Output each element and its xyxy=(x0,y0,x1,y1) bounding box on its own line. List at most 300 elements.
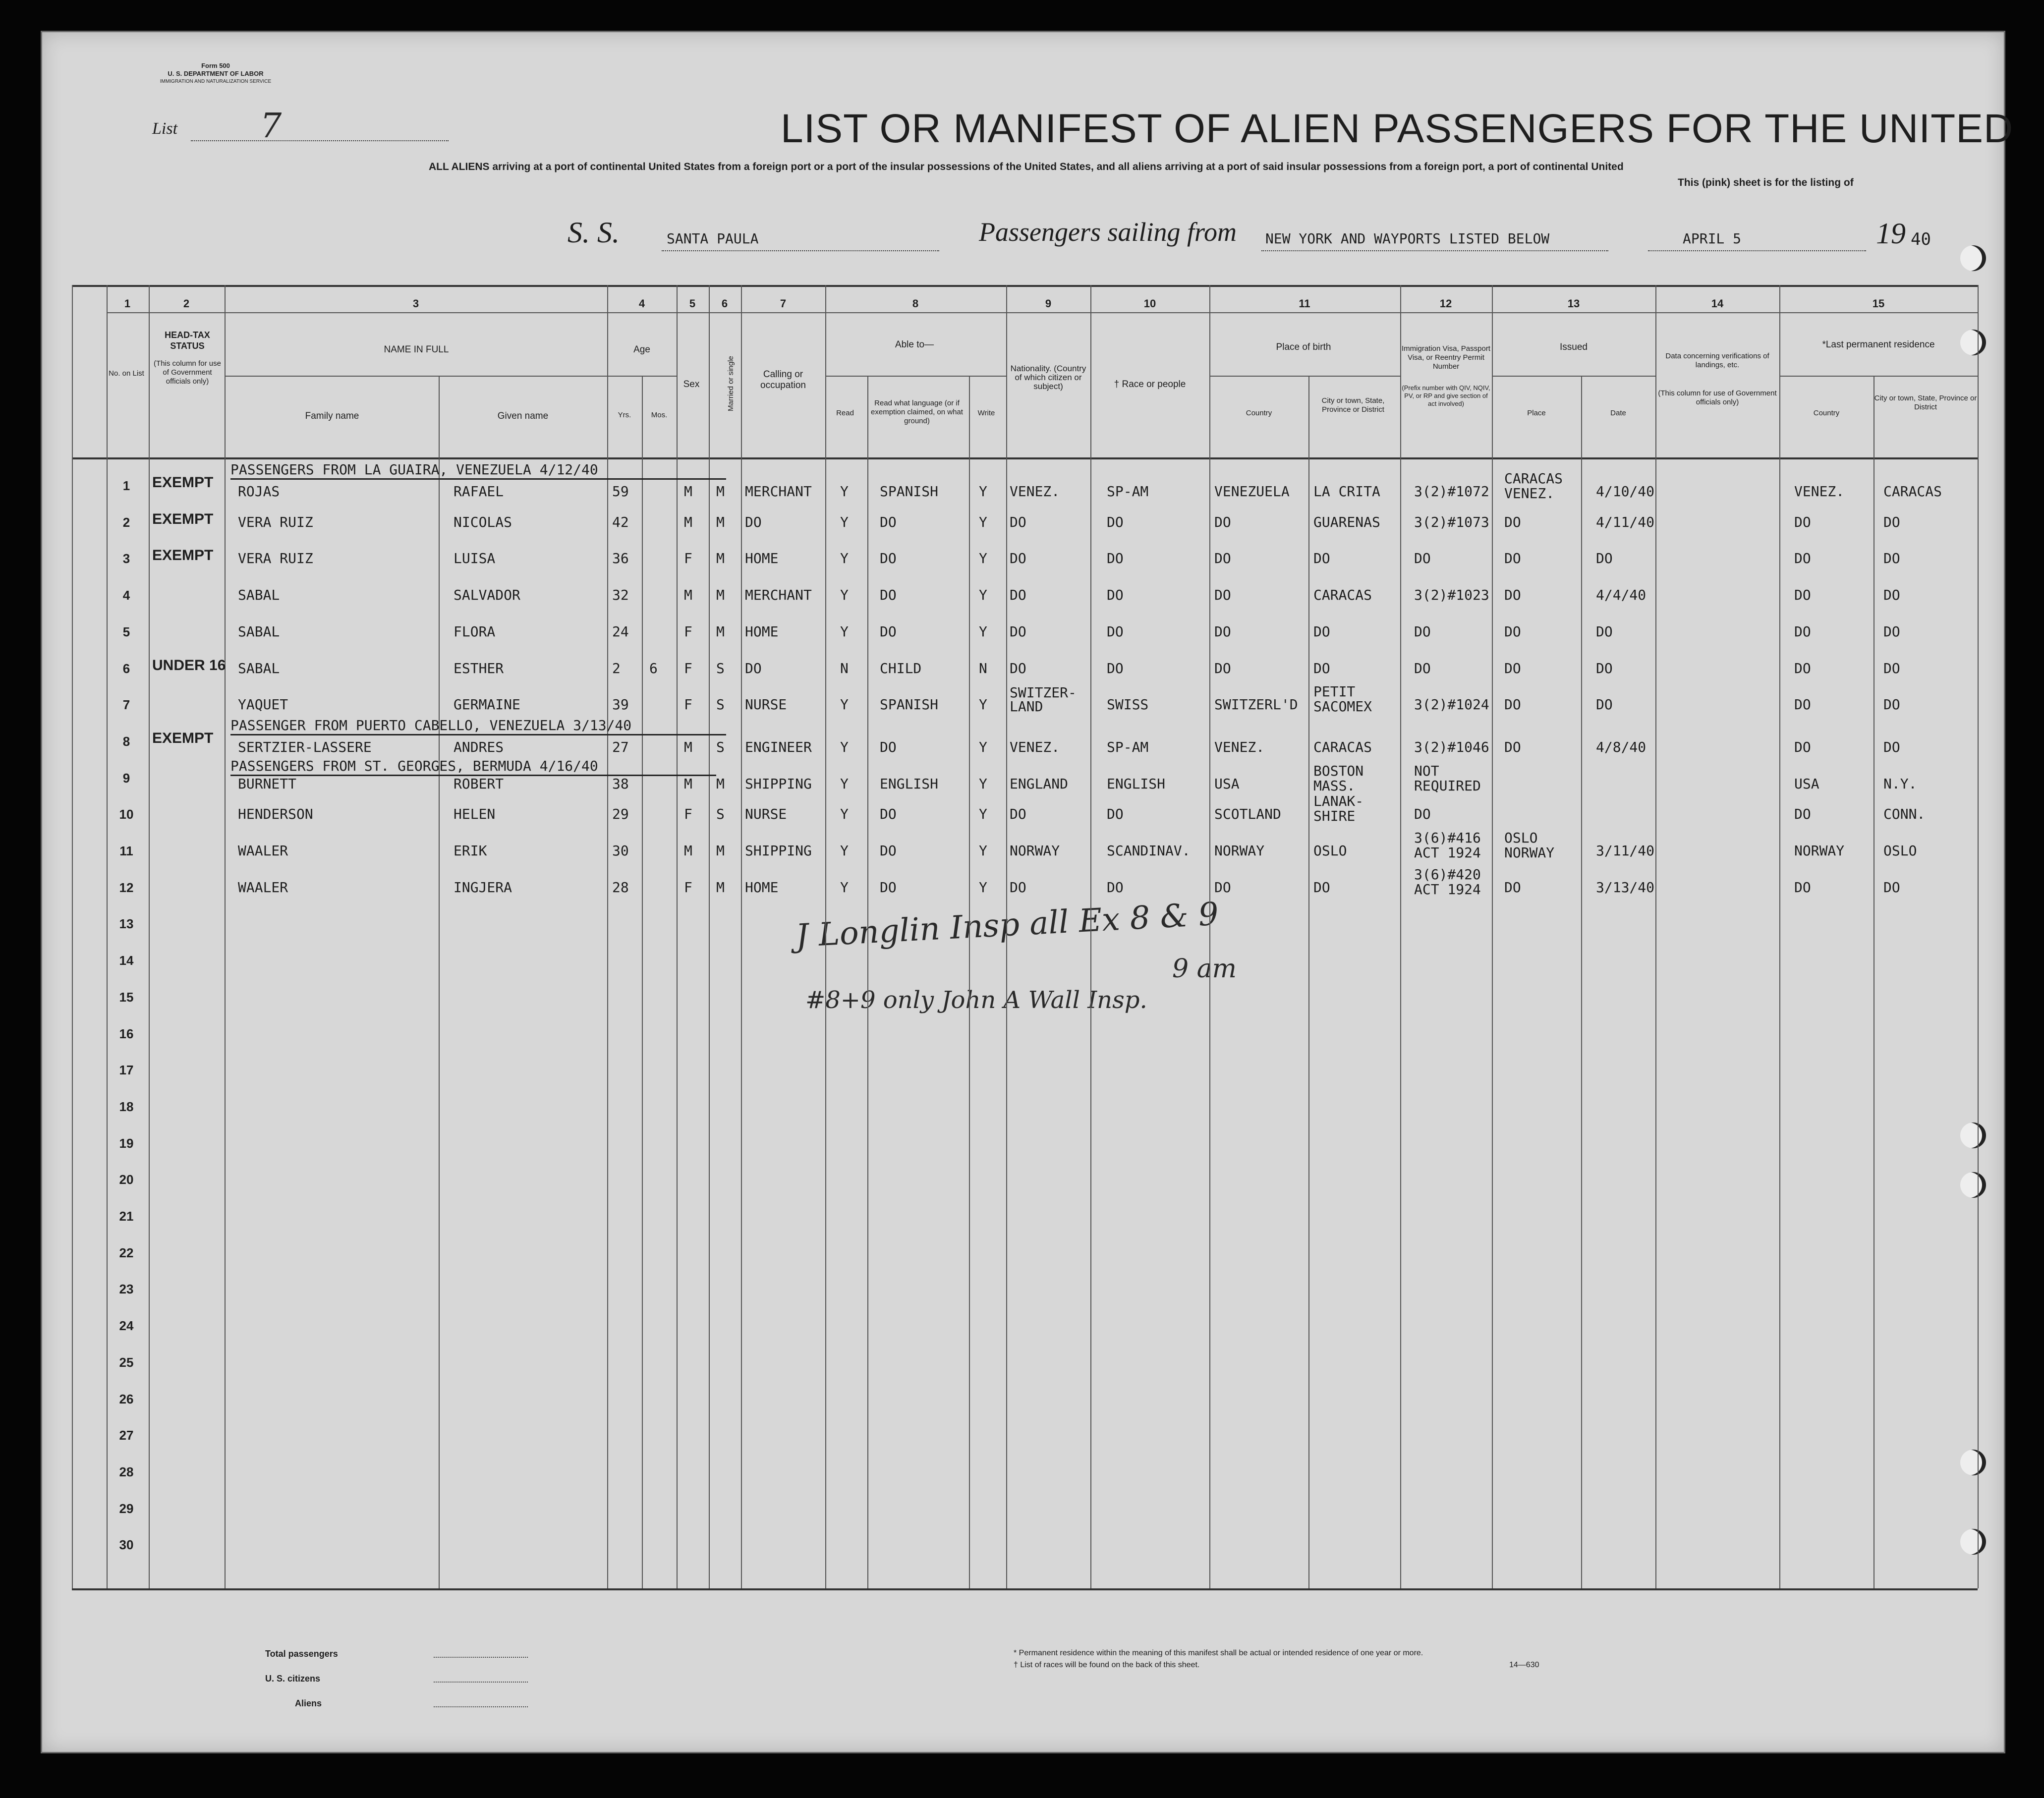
age-years: 38 xyxy=(612,775,629,792)
row-number: 12 xyxy=(119,880,134,895)
visa-number: 3(2)#1072 xyxy=(1414,483,1489,500)
marital-status: S xyxy=(716,806,725,823)
occupation: MERCHANT xyxy=(745,587,812,604)
nationality: NORWAY xyxy=(1010,843,1060,859)
row-number: 26 xyxy=(119,1391,134,1406)
race: ENGLISH xyxy=(1107,775,1166,792)
grid-line xyxy=(969,376,970,1588)
hdr-nationality: Nationality. (Country of which citizen or subject) xyxy=(1010,364,1086,391)
visa-number: REQUIRED xyxy=(1414,777,1481,794)
date-line xyxy=(1648,250,1866,251)
hdr-calling: Calling or occupation xyxy=(760,369,806,391)
visa-number: 3(2)#1024 xyxy=(1414,696,1489,713)
hdr-head-tax-note: (This column for use of Government officials only) xyxy=(154,359,221,386)
row-number: 27 xyxy=(119,1428,134,1443)
row-number: 30 xyxy=(119,1537,134,1553)
given-name: NICOLAS xyxy=(454,513,512,530)
read-language: DO xyxy=(880,587,897,604)
row-number: 19 xyxy=(119,1135,134,1151)
marital-status: S xyxy=(716,696,725,713)
sex: M xyxy=(684,775,692,792)
nationality: SWITZER- xyxy=(1010,684,1077,701)
race: DO xyxy=(1107,587,1124,604)
grid-line xyxy=(741,285,742,1588)
birth-country: DO xyxy=(1214,879,1231,896)
age-years: 2 xyxy=(612,660,621,676)
birth-city: CARACAS xyxy=(1313,587,1372,604)
birth-country: VENEZ. xyxy=(1214,738,1265,755)
marital-status: M xyxy=(716,550,725,567)
given-name: SALVADOR xyxy=(454,587,520,604)
family-name: SERTZIER-LASSERE xyxy=(238,738,372,755)
grid-line xyxy=(107,285,108,1588)
issued-place: CARACAS xyxy=(1504,470,1563,487)
column-number: 7 xyxy=(780,297,787,310)
hdr-visa-note: (Prefix number with QIV, NQIV, PV, or RP and give section of act involved) xyxy=(1402,384,1490,407)
grid-line xyxy=(1581,376,1582,1588)
issued-date: 3/13/40 xyxy=(1596,879,1655,896)
issued-date: 4/4/40 xyxy=(1596,587,1647,604)
race: DO xyxy=(1107,550,1124,567)
given-name: GERMAINE xyxy=(454,696,520,713)
issued-place: DO xyxy=(1504,623,1521,640)
given-name: ERIK xyxy=(454,843,487,859)
column-number: 9 xyxy=(1045,297,1052,310)
residence-city: DO xyxy=(1883,587,1900,604)
birth-country: DO xyxy=(1214,660,1231,676)
visa-number: 3(2)#1023 xyxy=(1414,587,1489,604)
footer-aliens-line xyxy=(434,1706,528,1707)
footer-total-label: Total passengers xyxy=(265,1649,338,1659)
year-suffix: 40 xyxy=(1911,229,1931,249)
hdr-age: Age xyxy=(633,344,650,355)
can-read: Y xyxy=(840,550,849,567)
issued-date: DO xyxy=(1596,660,1613,676)
can-read: Y xyxy=(840,879,849,896)
residence-country: USA xyxy=(1794,775,1819,792)
manifest-page xyxy=(41,31,2014,1753)
marital-status: M xyxy=(716,775,725,792)
nationality: DO xyxy=(1010,879,1026,896)
column-number: 5 xyxy=(689,297,696,310)
binder-hole xyxy=(1960,1529,1986,1555)
birth-country: DO xyxy=(1214,513,1231,530)
footer-total-line xyxy=(434,1657,528,1658)
age-years: 59 xyxy=(612,483,629,500)
nationality: DO xyxy=(1010,806,1026,823)
birth-city: LANAK- xyxy=(1313,793,1364,810)
row-number: 11 xyxy=(119,843,133,858)
footer-code: 14—630 xyxy=(1509,1661,1539,1669)
form-number: Form 500 xyxy=(201,62,230,69)
read-language: SPANISH xyxy=(880,483,939,500)
birth-city: PETIT xyxy=(1313,683,1356,700)
grid-line xyxy=(225,376,607,377)
list-label: List xyxy=(152,119,178,138)
occupation: HOME xyxy=(745,879,779,896)
sailing-from: NEW YORK AND WAYPORTS LISTED BELOW xyxy=(1265,230,1550,247)
ship-label: S. S. xyxy=(568,216,620,249)
nationality: DO xyxy=(1010,513,1026,530)
row-number: 5 xyxy=(122,624,130,639)
issued-place: DO xyxy=(1504,660,1521,676)
hdr-issued: Issued xyxy=(1560,342,1588,352)
issued-date: 4/10/40 xyxy=(1596,483,1655,500)
visa-number: ACT 1924 xyxy=(1414,881,1481,898)
birth-city: DO xyxy=(1313,660,1330,676)
row-number: 9 xyxy=(122,770,130,786)
age-years: 32 xyxy=(612,587,629,604)
residence-city: DO xyxy=(1883,879,1900,896)
residence-country: DO xyxy=(1794,623,1811,640)
given-name: HELEN xyxy=(454,806,496,823)
can-write: N xyxy=(979,660,987,676)
hdr-yrs: Yrs. xyxy=(618,411,631,419)
form-header xyxy=(126,62,305,86)
can-write: Y xyxy=(979,550,987,567)
can-write: Y xyxy=(979,879,987,896)
can-read: Y xyxy=(840,738,849,755)
footer-note-1: * Permanent residence within the meaning of this manifest shall be actual or intended residence of one year or more. xyxy=(1014,1649,1423,1657)
hdr-race: † Race or people xyxy=(1114,379,1186,390)
birth-country: DO xyxy=(1214,623,1231,640)
row-number: 18 xyxy=(119,1099,134,1114)
birth-country: USA xyxy=(1214,775,1240,792)
race: DO xyxy=(1107,879,1124,896)
grid-line xyxy=(867,376,868,1588)
grid-line xyxy=(1090,285,1091,1588)
sailing-date: APRIL 5 xyxy=(1683,230,1742,247)
column-number: 10 xyxy=(1143,297,1156,310)
residence-country: DO xyxy=(1794,587,1811,604)
grid-line xyxy=(1006,285,1007,1588)
head-tax-status: EXEMPT xyxy=(152,547,214,564)
can-write: Y xyxy=(979,843,987,859)
birth-country: SCOTLAND xyxy=(1214,806,1281,823)
column-number: 14 xyxy=(1711,297,1724,310)
row-number: 15 xyxy=(119,989,134,1005)
can-read: Y xyxy=(840,483,849,500)
subtitle-1: ALL ALIENS arriving at a port of continental United States from a foreign port or a port of the insular possessions of the United States, and all aliens arriving at a port of said insular possessions from a foreign port, a port of continental United xyxy=(429,161,1624,172)
read-language: CHILD xyxy=(880,660,922,676)
row-number: 29 xyxy=(119,1501,134,1516)
page-title: LIST OR MANIFEST OF ALIEN PASSENGERS FOR THE UNITED xyxy=(781,106,2014,151)
column-number: 8 xyxy=(912,297,919,310)
visa-number: 3(6)#420 xyxy=(1414,866,1481,883)
birth-country: DO xyxy=(1214,550,1231,567)
sex: M xyxy=(684,483,692,500)
ship-line xyxy=(662,250,939,251)
nationality: DO xyxy=(1010,660,1026,676)
row-number: 1 xyxy=(122,478,130,493)
read-language: DO xyxy=(880,806,897,823)
occupation: NURSE xyxy=(745,696,787,713)
birth-city: LA CRITA xyxy=(1313,483,1380,500)
row-number: 13 xyxy=(119,916,134,932)
birth-city: MASS. xyxy=(1313,777,1356,794)
hdr-read-language: Read what language (or if exemption claimed, on what ground) xyxy=(871,399,963,425)
marital-status: S xyxy=(716,738,725,755)
grid-line xyxy=(1779,376,1978,377)
section-header: PASSENGER FROM PUERTO CABELLO, VENEZUELA 3/13/40 xyxy=(230,717,632,733)
head-tax-status: EXEMPT xyxy=(152,474,214,491)
head-tax-status: UNDER 16 xyxy=(152,657,226,674)
can-read: N xyxy=(840,660,849,676)
list-line xyxy=(191,140,449,141)
visa-number: DO xyxy=(1414,660,1431,676)
hdr-head-tax: HEAD-TAX STATUS xyxy=(165,330,210,351)
issued-date: DO xyxy=(1596,623,1613,640)
column-number: 1 xyxy=(124,297,131,310)
birth-city: OSLO xyxy=(1313,843,1347,859)
residence-city: DO xyxy=(1883,696,1900,713)
residence-city: OSLO xyxy=(1883,843,1917,859)
sailing-line xyxy=(1261,250,1608,251)
row-number: 4 xyxy=(122,588,130,603)
issued-date: 3/11/40 xyxy=(1596,843,1655,859)
grid-line xyxy=(709,285,710,1588)
hdr-res-city: City or town, State, Province or District xyxy=(1874,394,1977,411)
occupation: SHIPPING xyxy=(745,843,812,859)
can-read: Y xyxy=(840,623,849,640)
sex: M xyxy=(684,843,692,859)
nationality: DO xyxy=(1010,550,1026,567)
residence-country: NORWAY xyxy=(1794,843,1845,859)
grid-line xyxy=(72,285,1978,287)
age-years: 28 xyxy=(612,879,629,896)
row-number: 16 xyxy=(119,1026,134,1041)
race: SCANDINAV. xyxy=(1107,843,1191,859)
residence-city: DO xyxy=(1883,513,1900,530)
issued-place: DO xyxy=(1504,587,1521,604)
hdr-data-note: (This column for use of Government officials only) xyxy=(1658,389,1777,406)
footer-citizens-line xyxy=(434,1682,528,1683)
row-number: 23 xyxy=(119,1282,134,1297)
family-name: HENDERSON xyxy=(238,806,313,823)
marital-status: M xyxy=(716,513,725,530)
age-years: 29 xyxy=(612,806,629,823)
handwriting-inspector-2: #8+9 only John A Wall Insp. xyxy=(805,986,1147,1014)
age-years: 24 xyxy=(612,623,629,640)
birth-city: BOSTON xyxy=(1313,762,1364,779)
hdr-mos: Mos. xyxy=(651,411,668,419)
grid-line xyxy=(1209,285,1210,1588)
row-number: 2 xyxy=(122,514,130,530)
issued-place: VENEZ. xyxy=(1504,485,1555,502)
visa-number: NOT xyxy=(1414,762,1439,779)
hdr-able-to: Able to— xyxy=(895,339,934,350)
family-name: VERA RUIZ xyxy=(238,513,313,530)
year-prefix: 19 xyxy=(1876,217,1906,250)
visa-number: DO xyxy=(1414,623,1431,640)
race: DO xyxy=(1107,806,1124,823)
residence-city: N.Y. xyxy=(1883,775,1917,792)
family-name: ROJAS xyxy=(238,483,280,500)
occupation: DO xyxy=(745,513,762,530)
read-language: DO xyxy=(880,843,897,859)
family-name: SABAL xyxy=(238,623,280,640)
birth-city: GUARENAS xyxy=(1313,513,1380,530)
subtitle-2: This (pink) sheet is for the listing of xyxy=(1678,177,1854,188)
hdr-birth-country: Country xyxy=(1246,409,1272,417)
sex: M xyxy=(684,513,692,530)
birth-city: SHIRE xyxy=(1313,808,1356,825)
binder-hole xyxy=(1960,1123,1986,1148)
hdr-family-name: Family name xyxy=(305,411,359,421)
grid-line xyxy=(1308,376,1309,1588)
row-number: 3 xyxy=(122,551,130,566)
given-name: ROBERT xyxy=(454,775,504,792)
residence-country: DO xyxy=(1794,550,1811,567)
hdr-issued-place: Place xyxy=(1527,409,1546,417)
sex: F xyxy=(684,660,692,676)
sex: M xyxy=(684,587,692,604)
column-number: 4 xyxy=(638,297,645,310)
visa-number: 3(2)#1046 xyxy=(1414,738,1489,755)
hdr-issued-date: Date xyxy=(1610,409,1626,417)
grid-line xyxy=(225,285,226,1588)
residence-city: DO xyxy=(1883,623,1900,640)
grid-line xyxy=(1492,376,1655,377)
column-number: 13 xyxy=(1567,297,1580,310)
residence-city: DO xyxy=(1883,660,1900,676)
issued-date: 4/11/40 xyxy=(1596,513,1655,530)
can-write: Y xyxy=(979,738,987,755)
residence-city: CARACAS xyxy=(1883,483,1942,500)
given-name: ESTHER xyxy=(454,660,504,676)
hdr-sex: Sex xyxy=(683,379,700,390)
form-service: IMMIGRATION AND NATURALIZATION SERVICE xyxy=(160,79,272,84)
sex: F xyxy=(684,623,692,640)
birth-city: CARACAS xyxy=(1313,738,1372,755)
race: SP-AM xyxy=(1107,483,1149,500)
issued-place: DO xyxy=(1504,696,1521,713)
can-write: Y xyxy=(979,483,987,500)
can-write: Y xyxy=(979,806,987,823)
read-language: DO xyxy=(880,550,897,567)
sex: F xyxy=(684,696,692,713)
column-number: 3 xyxy=(412,297,419,310)
grid-line xyxy=(149,285,150,1588)
nationality: DO xyxy=(1010,587,1026,604)
form-department: U. S. DEPARTMENT OF LABOR xyxy=(168,70,264,77)
age-years: 42 xyxy=(612,513,629,530)
sex: F xyxy=(684,879,692,896)
grid-line xyxy=(825,376,1006,377)
hdr-res-country: Country xyxy=(1813,409,1840,417)
issued-place: DO xyxy=(1504,550,1521,567)
hdr-visa: Immigration Visa, Passport Visa, or Reentry Permit Number xyxy=(1402,344,1490,371)
birth-city: DO xyxy=(1313,550,1330,567)
birth-country: SWITZERL'D xyxy=(1214,696,1298,713)
age-years: 30 xyxy=(612,843,629,859)
binder-hole xyxy=(1960,1450,1986,1475)
marital-status: M xyxy=(716,623,725,640)
read-language: DO xyxy=(880,738,897,755)
race: DO xyxy=(1107,623,1124,640)
grid-line xyxy=(607,285,608,1588)
marital-status: M xyxy=(716,587,725,604)
issued-place: OSLO xyxy=(1504,830,1538,846)
occupation: MERCHANT xyxy=(745,483,812,500)
sex: F xyxy=(684,550,692,567)
given-name: FLORA xyxy=(454,623,496,640)
family-name: SABAL xyxy=(238,660,280,676)
column-number: 6 xyxy=(721,297,728,310)
marital-status: M xyxy=(716,843,725,859)
can-write: Y xyxy=(979,587,987,604)
hdr-write: Write xyxy=(977,409,995,417)
footer-citizens-label: U. S. citizens xyxy=(265,1674,321,1684)
marital-status: M xyxy=(716,483,725,500)
nationality: DO xyxy=(1010,623,1026,640)
nationality: LAND xyxy=(1010,698,1043,715)
handwriting-inspector-1: J Longlin Insp all Ex 8 & 9 xyxy=(795,896,1220,955)
grid-line xyxy=(1978,285,1979,1588)
ship-name: SANTA PAULA xyxy=(667,230,759,247)
issued-place: DO xyxy=(1504,879,1521,896)
can-read: Y xyxy=(840,513,849,530)
age-months: 6 xyxy=(649,660,658,676)
section-underline xyxy=(230,734,726,735)
visa-number: ACT 1924 xyxy=(1414,844,1481,861)
can-write: Y xyxy=(979,513,987,530)
hdr-data-landings: Data concerning verifications of landings, etc. xyxy=(1665,352,1769,369)
section-underline xyxy=(230,478,726,480)
row-number: 28 xyxy=(119,1464,134,1479)
read-language: SPANISH xyxy=(880,696,939,713)
residence-country: DO xyxy=(1794,660,1811,676)
grid-line xyxy=(677,285,678,1588)
hdr-read: Read xyxy=(836,409,854,417)
head-tax-status: EXEMPT xyxy=(152,510,214,527)
row-number: 21 xyxy=(119,1209,134,1224)
hdr-no-on-list: No. on List xyxy=(109,369,144,378)
occupation: SHIPPING xyxy=(745,775,812,792)
age-years: 27 xyxy=(612,738,629,755)
binder-hole xyxy=(1960,1172,1986,1198)
family-name: WAALER xyxy=(238,879,288,896)
can-write: Y xyxy=(979,775,987,792)
residence-city: CONN. xyxy=(1883,806,1926,823)
grid-line xyxy=(439,376,440,1588)
column-number: 15 xyxy=(1872,297,1885,310)
visa-number: DO xyxy=(1414,806,1431,823)
family-name: BURNETT xyxy=(238,775,297,792)
row-number: 14 xyxy=(119,953,134,968)
binder-hole xyxy=(1960,330,1986,355)
birth-city: DO xyxy=(1313,879,1330,896)
row-number: 17 xyxy=(119,1063,134,1078)
hdr-name-in-full: NAME IN FULL xyxy=(384,344,449,355)
occupation: ENGINEER xyxy=(745,738,812,755)
visa-number: DO xyxy=(1414,550,1431,567)
column-number: 11 xyxy=(1299,297,1310,310)
family-name: YAQUET xyxy=(238,696,288,713)
head-tax-status: EXEMPT xyxy=(152,730,214,746)
residence-country: VENEZ. xyxy=(1794,483,1845,500)
footer-note-2: † List of races will be found on the back of this sheet. xyxy=(1014,1661,1200,1669)
occupation: HOME xyxy=(745,550,779,567)
marital-status: S xyxy=(716,660,725,676)
grid-line xyxy=(825,285,826,1588)
row-number: 22 xyxy=(119,1245,134,1260)
birth-country: NORWAY xyxy=(1214,843,1265,859)
handwriting-time: 9 am xyxy=(1172,954,1237,984)
row-number: 20 xyxy=(119,1172,134,1187)
hdr-last-residence: *Last permanent residence xyxy=(1822,339,1935,350)
issued-place: DO xyxy=(1504,513,1521,530)
